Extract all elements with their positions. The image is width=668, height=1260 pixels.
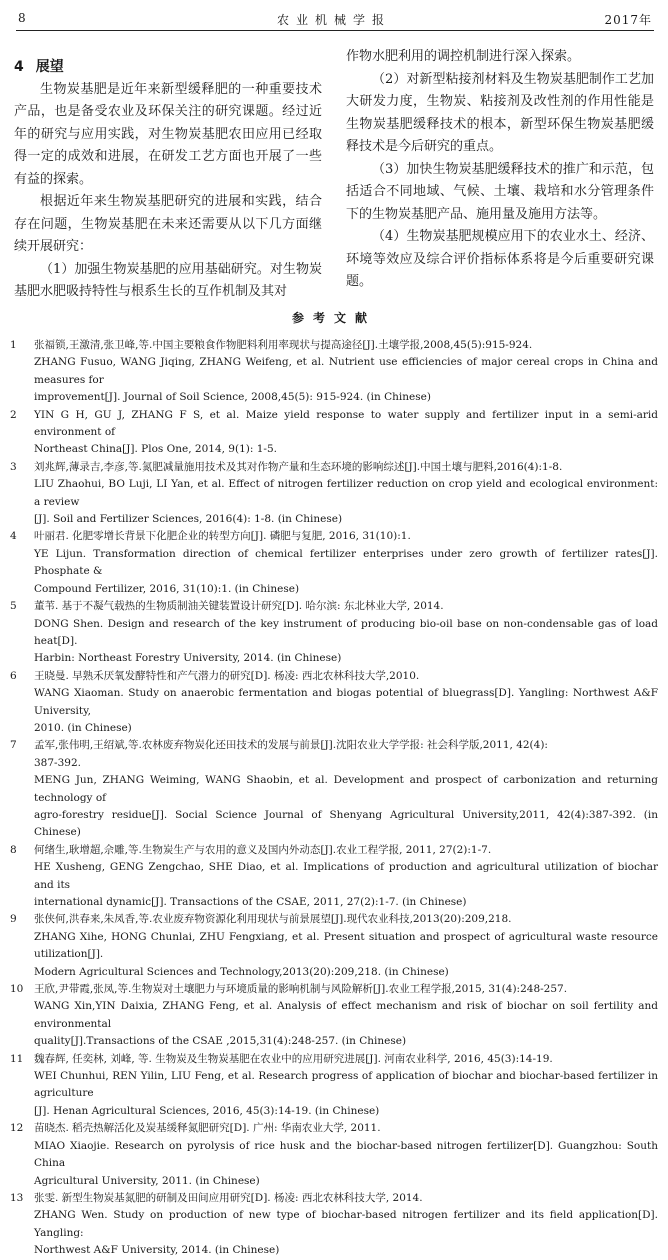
reference-list	[10, 337, 658, 1260]
reference-line: YE Lijun. Transformation direction of chemical fertilizer enterprises under zero growth of fertilizer rates[J]. Phosphate &	[34, 547, 658, 578]
journal-name: 农业机械学报	[276, 13, 391, 27]
paragraph: （2）对新型粘接剂材料及生物炭基肥制作工艺加大研发力度，生物炭、粘接剂及改性剂的作用性能是生物炭基肥缓释技术的根本，新型环保生物炭基肥缓释技术是今后研究的重点。	[346, 71, 654, 154]
reference-number: 8	[10, 843, 17, 856]
reference-line: ZHANG Wen. Study on production of new type of biochar-based nitrogen fertilizer and its field application[D]. Yangling:	[34, 1209, 658, 1239]
reference-line: MIAO Xiaojie. Research on pyrolysis of rice husk and the biochar-based nitrogen fertilizer[D]. Guangzhou: South China	[34, 1139, 658, 1170]
paragraph: （3）加快生物炭基肥缓释技术的推广和示范，包括适合不同地域、气候、土壤、栽培和水分管理条件下的生物炭基肥产品、施用量及施用方法等。	[346, 161, 654, 222]
reference-number: 12	[10, 1122, 24, 1135]
reference-line: WANG Xin,YIN Daixia, ZHANG Feng, et al. Analysis of effect mechanism and risk of biochar on soil fertility and environmental	[34, 1000, 658, 1030]
reference-line: Northwest A&F University, 2014. (in Chinese)	[34, 1244, 280, 1257]
reference-item	[10, 842, 658, 912]
reference-line: WEI Chunhui, REN Yilin, LIU Feng, et al. Research progress of application of biochar and biochar-based fertilizer in agriculture	[34, 1070, 658, 1100]
reference-number: 4	[10, 530, 17, 543]
reference-line: improvement[J]. Journal of Soil Science, 2008,45(5): 915-924. (in Chinese)	[34, 391, 431, 404]
reference-line: 张雯. 新型生物炭基氮肥的研制及田间应用研究[D]. 杨凌: 西北农林科技大学, 2014.	[34, 1191, 423, 1204]
reference-line: 何绪生,耿增超,佘雕,等.生物炭生产与农用的意义及国内外动态[J].农业工程学报, 2011, 27(2):1-7.	[34, 843, 492, 856]
reference-item	[10, 1120, 658, 1190]
reference-number: 5	[10, 600, 17, 613]
paragraph: （1）加强生物炭基肥的应用基础研究。对生物炭基肥水肥吸持特性与根系生长的互作机制及其对	[14, 261, 322, 299]
publication-year: 2017年	[604, 13, 652, 27]
reference-number: 2	[10, 408, 17, 421]
reference-line: MENG Jun, ZHANG Weiming, WANG Shaobin, et al. Development and prospect of carbonization and returning technology of	[34, 774, 658, 804]
reference-line: 董苇. 基于不凝气载热的生物质制油关键装置设计研究[D]. 哈尔滨: 东北林业大学, 2014.	[34, 600, 444, 613]
reference-item	[10, 1190, 658, 1260]
reference-line: HE Xusheng, GENG Zengchao, SHE Diao, et al. Implications of production and agricultural utilization of biochar and its	[34, 861, 658, 891]
reference-line: YIN G H, GU J, ZHANG F S, et al. Maize yield response to water supply and fertilizer input in a semi-arid environment of	[34, 408, 658, 439]
reference-line: 张福锁,王激清,张卫峰,等.中国主要粮食作物肥料利用率现状与提高途径[J].土壤学报,2008,45(5):915-924.	[34, 339, 533, 351]
reference-line: Northeast China[J]. Plos One, 2014, 9(1): 1-5.	[34, 443, 277, 456]
reference-item	[10, 981, 658, 1051]
reference-line: [J]. Henan Agricultural Sciences, 2016, 45(3):14-19. (in Chinese)	[34, 1104, 380, 1117]
page-header	[0, 0, 668, 30]
header-rule	[16, 30, 654, 31]
reference-line: quality[J].Transactions of the CSAE ,2015,31(4):248-257. (in Chinese)	[34, 1035, 407, 1048]
reference-item	[10, 911, 658, 981]
references-title: 参考文献	[291, 311, 376, 325]
reference-line: international dynamic[J]. Transactions of the CSAE, 2011, 27(2):1-7. (in Chinese)	[34, 896, 467, 908]
paragraph: 生物炭基肥是近年来新型缓释肥的一种重要技术产品，也是备受农业及环保关注的研究课题。经过近年的研究与应用实践，对生物炭基肥农田应用已经取得一定的成效和进展，在研发工艺方面也开展了一些有益的探索。	[14, 81, 322, 187]
reference-line: ZHANG Xihe, HONG Chunlai, ZHU Fengxiang, et al. Present situation and prospect of agricultural waste resource utilization[J].	[34, 930, 658, 961]
reference-number: 1	[10, 339, 17, 351]
reference-line: 王欣,尹带霞,张凤,等.生物炭对土壤肥力与环境质量的影响机制与风险解析[J].农业工程学报,2015, 31(4):248-257.	[34, 983, 568, 996]
reference-line: 2010. (in Chinese)	[34, 721, 132, 734]
reference-item	[10, 407, 658, 459]
reference-line: Harbin: Northeast Forestry University, 2014. (in Chinese)	[34, 652, 342, 665]
reference-line: 苗晓杰. 稻壳热解活化及炭基缓释氮肥研究[D]. 广州: 华南农业大学, 2011.	[34, 1122, 381, 1135]
left-column	[14, 56, 322, 304]
reference-item	[10, 528, 658, 598]
reference-item	[10, 459, 658, 529]
reference-item	[10, 337, 658, 407]
section-title: 展望	[35, 59, 64, 75]
reference-number: 10	[10, 983, 24, 996]
reference-item	[10, 598, 658, 668]
reference-number: 13	[10, 1191, 24, 1204]
paragraph: 根据近年来生物炭基肥研究的进展和实践，结合存在问题，生物炭基肥在未来还需要从以下几方面继续开展研究：	[14, 194, 322, 254]
reference-number: 7	[10, 739, 17, 752]
reference-line: WANG Xiaoman. Study on anaerobic fermentation and biogas potential of bluegrass[D]. Yangling: Northwest A&F University,	[34, 687, 658, 717]
paragraph: （4）生物炭基肥规模应用下的农业水土、经济、环境等效应及综合评价指标体系将是今后重要研究课题。	[346, 229, 654, 289]
right-column	[346, 46, 654, 294]
reference-item	[10, 1051, 658, 1121]
reference-item	[10, 668, 658, 738]
reference-line: 叶丽君. 化肥零增长背景下化肥企业的转型方向[J]. 磷肥与复肥, 2016, 31(10):1.	[34, 530, 411, 543]
section-number: 4	[14, 59, 24, 75]
section-heading	[14, 56, 322, 79]
reference-line: Agricultural University, 2011. (in Chinese)	[34, 1174, 260, 1187]
reference-number: 6	[10, 669, 17, 682]
paragraph-continuation: 作物水肥利用的调控机制进行深入探索。	[346, 49, 581, 64]
reference-line: 王晓曼. 早熟禾厌氧发酵特性和产气潜力的研究[D]. 杨凌: 西北农林科技大学,2010.	[34, 669, 420, 682]
reference-line: [J]. Soil and Fertilizer Sciences, 2016(4): 1-8. (in Chinese)	[34, 513, 343, 526]
reference-line: 魏春辉, 任奕林, 刘峰, 等. 生物炭及生物炭基肥在农业中的应用研究进展[J]. 河南农业科学, 2016, 45(3):14-19.	[34, 1052, 553, 1065]
reference-line: DONG Shen. Design and research of the key instrument of producing bio-oil base on non-condensable gas of load heat[D].	[34, 617, 658, 647]
reference-line: 张侠何,洪春来,朱凤香,等.农业废弃物资源化利用现状与前景展望[J].现代农业科技,2013(20):209,218.	[34, 913, 512, 926]
reference-number: 11	[10, 1052, 24, 1065]
reference-number: 3	[10, 460, 17, 473]
reference-line: agro-forestry residue[J]. Social Science Journal of Shenyang Agricultural University,2011, 42(4):387-392. (in Chinese)	[34, 808, 658, 839]
reference-line: 刘兆辉,薄录吉,李彦,等.氮肥减量施用技术及其对作物产量和生态环境的影响综述[J].中国土壤与肥料,2016(4):1-8.	[34, 460, 563, 473]
reference-item	[10, 737, 658, 841]
reference-line: Modern Agricultural Sciences and Technology,2013(20):209,218. (in Chinese)	[34, 965, 449, 978]
reference-line: 387-392.	[34, 756, 81, 769]
reference-line: 孟军,张伟明,王绍斌,等.农林废弃物炭化还田技术的发展与前景[J].沈阳农业大学学报: 社会科学版,2011, 42(4):	[34, 739, 548, 752]
reference-line: Compound Fertilizer, 2016, 31(10):1. (in Chinese)	[34, 582, 300, 595]
page-number: 8	[18, 11, 26, 25]
reference-line: ZHANG Fusuo, WANG Jiqing, ZHANG Weifeng, et al. Nutrient use efficiencies of major cereal crops in China and measures for	[34, 356, 658, 386]
reference-number: 9	[10, 913, 17, 926]
reference-line: LIU Zhaohui, BO Luji, LI Yan, et al. Effect of nitrogen fertilizer reduction on crop yield and ecological environment: a review	[34, 478, 658, 508]
